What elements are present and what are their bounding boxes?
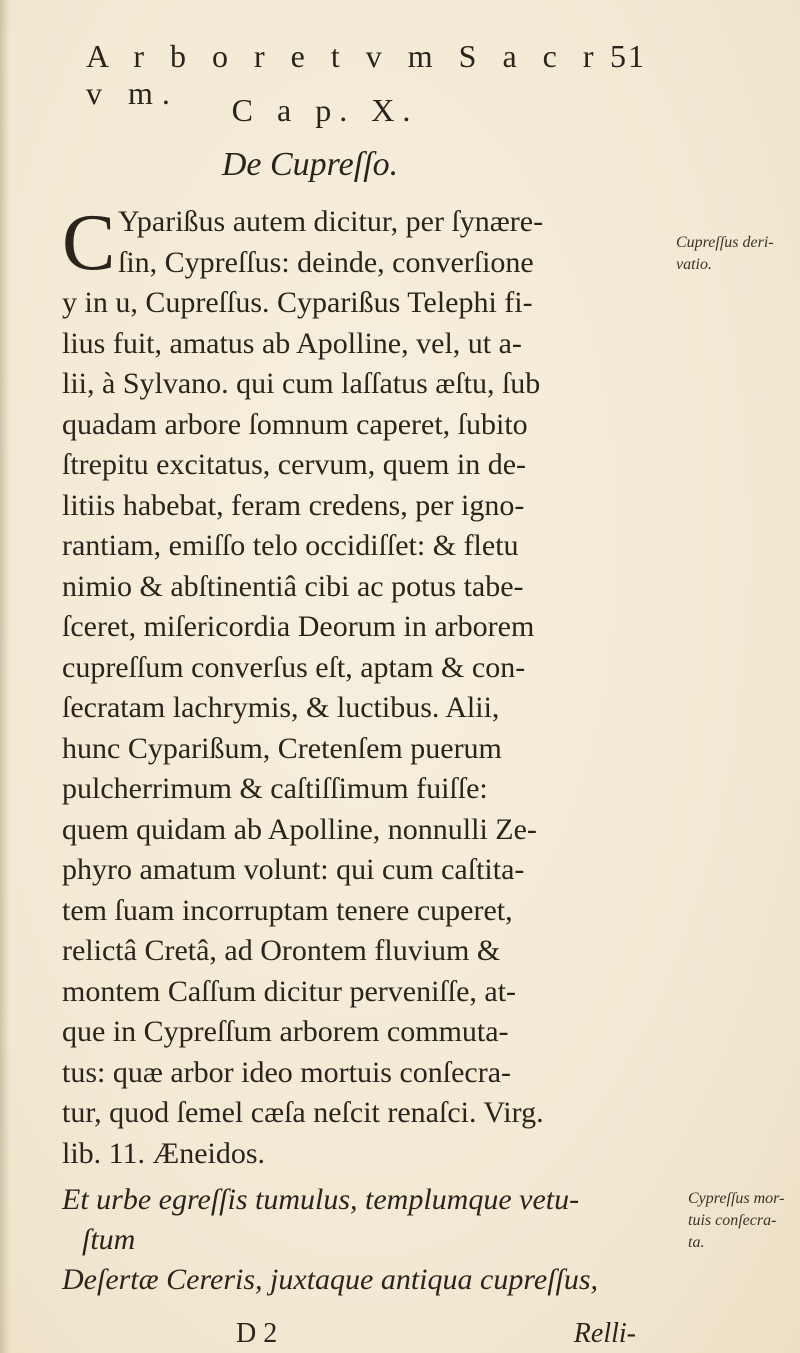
- margin-note-line: ta.: [688, 1234, 705, 1251]
- text-line: pulcherrimum & caſtiſſimum fuiſſe:: [62, 772, 488, 805]
- margin-note-line: Cupreſſus deri-: [676, 234, 774, 251]
- text-line: lius fuit, amatus ab Apolline, vel, ut a-: [62, 326, 522, 360]
- text-line: y in u, Cupreſſus. Cyparißus Telephi fi-: [62, 286, 533, 319]
- text-line: ſin, Cypreſſus: deinde, converſione: [118, 245, 534, 279]
- text-line: ſecratam lachrymis, & luctibus. Alii,: [62, 691, 500, 724]
- text-line: ſtrepitu excitatus, cervum, quem in de-: [62, 448, 527, 481]
- verse-quotation: [62, 1180, 682, 1300]
- text-line: montem Caſſum dicitur perveniſſe, at-: [62, 974, 517, 1008]
- text-line: relictâ Cretâ, ad Orontem fluvium &: [62, 934, 501, 967]
- chapter-heading: C a p. X.: [231, 92, 419, 128]
- text-line: Yparißus autem dicitur, per ſynære-: [118, 205, 544, 238]
- signature-mark: D 2: [236, 1318, 278, 1349]
- margin-note-mortuis: [688, 1188, 784, 1254]
- text-line: hunc Cyparißum, Cretenſem puerum: [62, 731, 502, 765]
- text-line: ſceret, miſericordia Deorum in arborem: [62, 610, 535, 643]
- text-line: quem quidam ab Apolline, nonnulli Ze-: [62, 812, 537, 846]
- page-number: 51: [610, 38, 646, 74]
- text-line: quadam arbore ſomnum caperet, ſubito: [62, 407, 528, 441]
- text-line: que in Cypreſſum arborem commuta-: [62, 1015, 509, 1048]
- margin-note-line: vatio.: [676, 256, 712, 273]
- text-line: phyro amatum volunt: qui cum caſtita-: [62, 853, 525, 886]
- catchline: [236, 1318, 636, 1350]
- text-line: lii, à Sylvano. qui cum laſſatus æſtu, ſub: [62, 367, 541, 400]
- catchword: Relli-: [573, 1318, 636, 1349]
- text-line: rantiam, emiſſo telo occidiſſet: & fletu: [62, 529, 519, 562]
- text-line: litiis habebat, feram credens, per igno-: [62, 488, 525, 522]
- text-line: nimio & abſtinentiâ cibi ac potus tabe-: [62, 569, 524, 603]
- text-line: tus: quæ arbor ideo mortuis conſecra-: [62, 1055, 512, 1089]
- verse-line: Et urbe egreſſis tumulus, templumque vetu-: [62, 1183, 580, 1216]
- margin-note-line: tuis conſecra-: [688, 1212, 777, 1229]
- margin-note-derivation: [676, 232, 774, 276]
- verse-line: Deſertæ Cereris, juxtaque antiqua cupreſſus,: [62, 1263, 599, 1296]
- text-line: cupreſſum converſus eſt, aptam & con-: [62, 650, 526, 684]
- margin-note-line: Cypreſſus mor-: [688, 1190, 785, 1207]
- verse-line: ſtum: [82, 1223, 136, 1256]
- drop-capital: C: [62, 199, 116, 287]
- text-line: tur, quod ſemel cæſa neſcit renaſci. Virg.: [62, 1096, 544, 1129]
- text-line: lib. 11. Æneidos.: [62, 1136, 266, 1170]
- body-text: [62, 199, 662, 1174]
- running-head-title: A r b o r e t v m S a c r v m.: [86, 38, 603, 111]
- page-gutter-shadow: [0, 0, 10, 1353]
- text-line: tem ſuam incorruptam tenere cuperet,: [62, 893, 513, 927]
- chapter-subtitle: De Cupreſſo.: [221, 146, 399, 183]
